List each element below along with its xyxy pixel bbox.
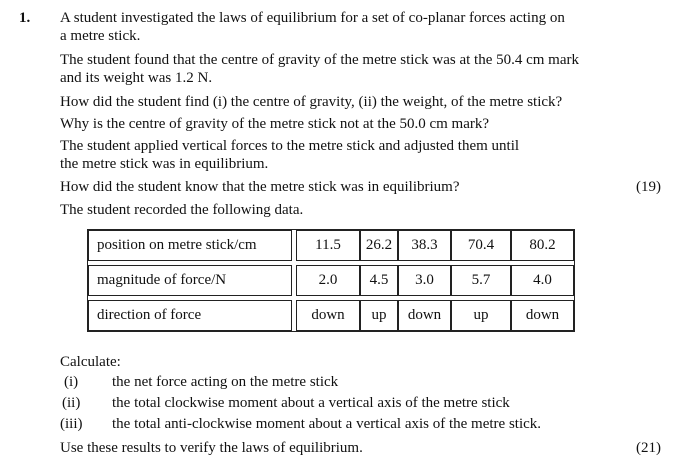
table-cell: 5.7 bbox=[451, 265, 511, 296]
table-cell: down bbox=[296, 300, 360, 331]
marks-label: (19) bbox=[636, 179, 661, 195]
data-table bbox=[87, 229, 575, 332]
table-row bbox=[88, 230, 574, 261]
final-instruction: Use these results to verify the laws of equilibrium. bbox=[60, 440, 363, 456]
table-cell: 26.2 bbox=[360, 230, 398, 261]
intro-line-1: A student investigated the laws of equilibrium for a set of co-planar forces acting on bbox=[60, 10, 565, 26]
paragraph-line: Why is the centre of gravity of the metre stick not at the 50.0 cm mark? bbox=[60, 116, 490, 132]
paragraph-line: How did the student find (i) the centre of gravity, (ii) the weight, of the metre stick? bbox=[60, 94, 563, 110]
paragraph-line: and its weight was 1.2 N. bbox=[60, 70, 213, 86]
row-label: direction of force bbox=[88, 300, 292, 331]
table-cell: down bbox=[398, 300, 451, 331]
paragraph-line: How did the student know that the metre stick was in equilibrium? bbox=[60, 179, 460, 195]
paragraph-line: The student found that the centre of gravity of the metre stick was at the 50.4 cm mark bbox=[60, 52, 580, 68]
table-cell: 4.0 bbox=[511, 265, 574, 296]
question-number: 1. bbox=[19, 10, 31, 26]
marks-label: (21) bbox=[636, 440, 661, 456]
table-cell: 80.2 bbox=[511, 230, 574, 261]
table-row bbox=[88, 300, 574, 331]
paragraph-line: The student recorded the following data. bbox=[60, 202, 304, 218]
table-cell: 70.4 bbox=[451, 230, 511, 261]
table-cell: 3.0 bbox=[398, 265, 451, 296]
part-text: the total clockwise moment about a vertical axis of the metre stick bbox=[112, 395, 510, 411]
table-cell: up bbox=[451, 300, 511, 331]
row-label: position on metre stick/cm bbox=[88, 230, 292, 261]
intro-line-2: a metre stick. bbox=[60, 28, 141, 44]
table-cell: 38.3 bbox=[398, 230, 451, 261]
table-cell: 4.5 bbox=[360, 265, 398, 296]
table-cell: up bbox=[360, 300, 398, 331]
paragraph-line: The student applied vertical forces to the metre stick and adjusted them until bbox=[60, 138, 520, 154]
row-label: magnitude of force/N bbox=[88, 265, 292, 296]
paragraph-line: the metre stick was in equilibrium. bbox=[60, 156, 269, 172]
table-row bbox=[88, 265, 574, 296]
table-cell: 2.0 bbox=[296, 265, 360, 296]
table-cell: down bbox=[511, 300, 574, 331]
part-number: (iii) bbox=[60, 416, 83, 432]
calculate-heading: Calculate: bbox=[60, 354, 121, 370]
part-text: the total anti-clockwise moment about a vertical axis of the metre stick. bbox=[112, 416, 542, 432]
part-number: (ii) bbox=[62, 395, 81, 411]
part-text: the net force acting on the metre stick bbox=[112, 374, 339, 390]
table-cell: 11.5 bbox=[296, 230, 360, 261]
part-number: (i) bbox=[64, 374, 79, 390]
